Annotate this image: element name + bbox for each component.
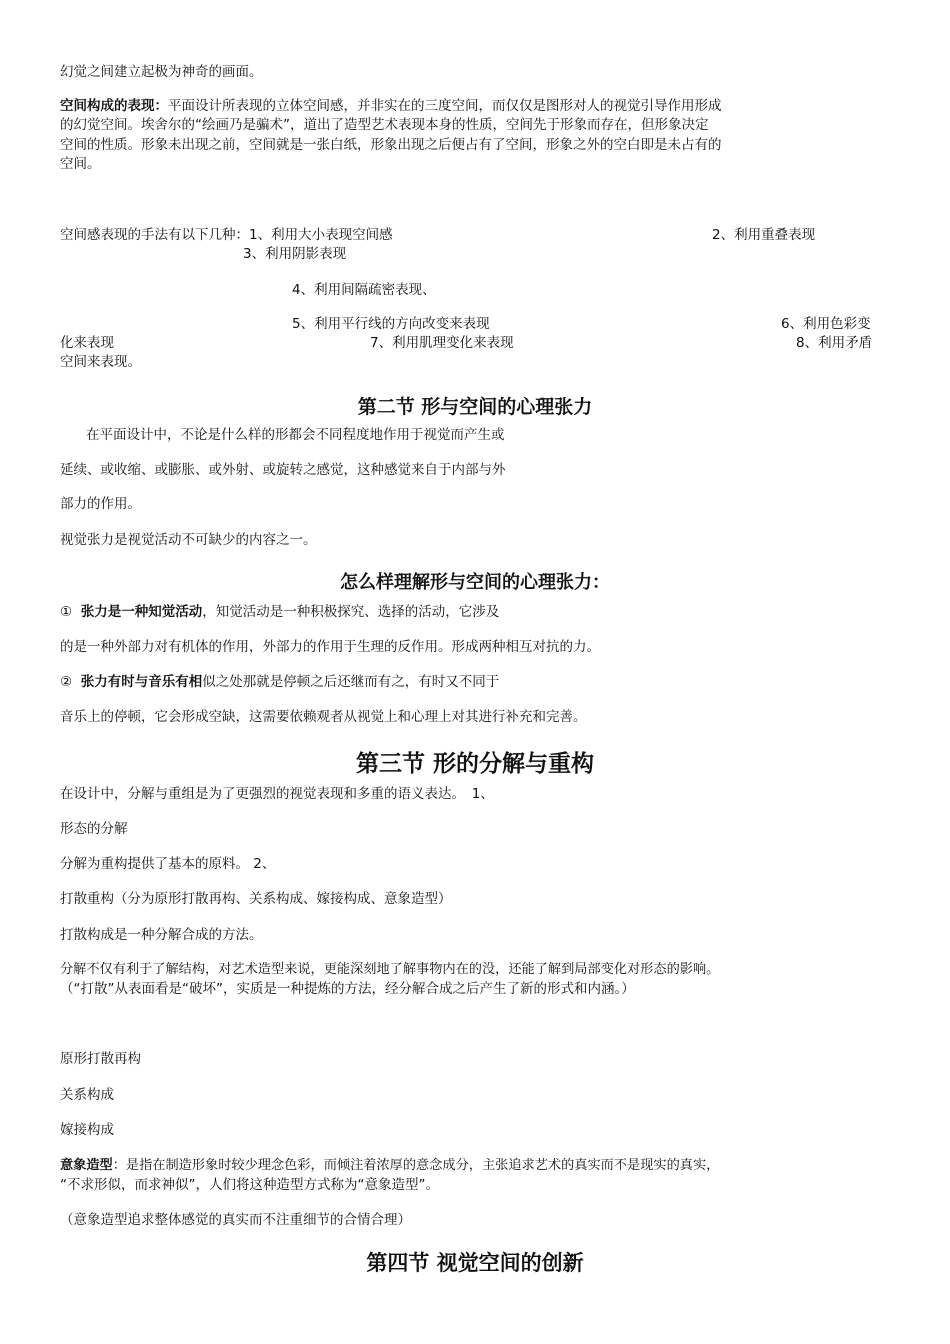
method-item: 3、利用阴影表现	[243, 246, 347, 262]
method-item: 6、利用色彩变	[781, 316, 871, 332]
text-line	[60, 1157, 719, 1175]
section-heading: 第四节 视觉空间的创新	[366, 1251, 584, 1275]
method-item: 4、利用间隔疏密表现、	[292, 282, 436, 298]
text-line: 在平面设计中，不论是什么样的形都会不同程度地作用于视觉而产生或	[86, 427, 505, 443]
text-line: 分解为重构提供了基本的原料。 2、	[60, 856, 276, 872]
text-line: 原形打散再构	[60, 1051, 141, 1067]
text-line: 嫁接构成	[60, 1122, 114, 1138]
text-line: “不求形似，而求神似”，人们将这种造型方式称为“意象造型”。	[60, 1177, 439, 1193]
text-line: 打散重构（分为原形打散再构、关系构成、嫁接构成、意象造型）	[60, 891, 452, 907]
text-line: 延续、或收缩、或膨胀、或外射、或旋转之感觉，这种感觉来自于内部与外	[60, 462, 506, 478]
section-heading: 第二节 形与空间的心理张力	[357, 396, 593, 418]
methods-intro: 空间感表现的手法有以下几种：1、利用大小表现空间感	[60, 227, 393, 243]
paragraph-line	[60, 97, 722, 115]
method-item: 化来表现	[60, 335, 114, 351]
list-item	[60, 603, 499, 621]
text-line: 关系构成	[60, 1087, 114, 1103]
item-bold: 张力有时与音乐有相	[80, 674, 203, 690]
text-span: 似之处那就是停顿之后还继而有之，有时又不同于	[202, 674, 500, 690]
text-span: ，知觉活动是一种积极探究、选择的活动，它涉及	[202, 604, 500, 620]
text-line: 打散构成是一种分解合成的方法。	[60, 927, 263, 943]
text-span: ：是指在制造形象时较少理念色彩，而倾注着浓厚的意念成分，主张追求艺术的真实而不是现实的真实，	[112, 1158, 720, 1173]
paragraph-line: 空间的性质。形象未出现之前，空间就是一张白纸，形象出现之后便占有了空间，形象之外的空白即是未占有的	[60, 137, 722, 153]
item-number: ②	[60, 674, 73, 690]
method-item: 2、利用重叠表现	[712, 227, 816, 243]
text-line: （“打散”从表面看是“破坏”，实质是一种提炼的方法，经分解合成之后产生了新的形式和内涵。）	[60, 981, 635, 997]
list-item	[60, 673, 499, 691]
method-item: 8、利用矛盾	[796, 335, 873, 351]
paragraph-label: 空间构成的表现：	[60, 98, 168, 114]
text-line: （意象造型追求整体感觉的真实而不注重细节的合情合理）	[60, 1212, 411, 1228]
term-label: 意象造型	[60, 1158, 113, 1173]
text-span: 平面设计所表现的立体空间感，并非实在的三度空间，而仅仅是图形对人的视觉引导作用形成	[168, 98, 722, 114]
text-line: 形态的分解	[60, 821, 128, 837]
subheading: 怎么样理解形与空间的心理张力：	[340, 572, 610, 593]
method-item: 5、利用平行线的方向改变来表现	[292, 316, 490, 332]
text-line: 音乐上的停顿，它会形成空缺，这需要依赖观者从视觉上和心理上对其进行补充和完善。	[60, 709, 587, 725]
text-line: 分解不仅有利于了解结构，对艺术造型来说，更能深刻地了解事物内在的没，还能了解到局部变化对形态的影响。	[60, 962, 720, 977]
item-number: ①	[60, 604, 73, 620]
section-heading: 第三节 形的分解与重构	[355, 751, 594, 777]
text-line: 的是一种外部力对有机体的作用，外部力的作用于生理的反作用。形成两种相互对抗的力。	[60, 639, 600, 655]
text-line: 幻觉之间建立起极为神奇的画面。	[60, 64, 263, 80]
item-bold: 张力是一种知觉活动	[80, 604, 203, 620]
paragraph-line: 的幻觉空间。埃舍尔的“绘画乃是骗术”，道出了造型艺术表现本身的性质，空间先于形象而存在，但形象决定	[60, 117, 709, 133]
method-item: 7、利用肌理变化来表现	[370, 335, 514, 351]
method-item: 空间来表现。	[60, 354, 141, 370]
text-line: 视觉张力是视觉活动不可缺少的内容之一。	[60, 532, 317, 548]
paragraph-line: 空间。	[60, 156, 101, 172]
text-line: 在设计中，分解与重组是为了更强烈的视觉表现和多重的语义表达。 1、	[60, 786, 494, 802]
text-line: 部力的作用。	[60, 496, 141, 512]
